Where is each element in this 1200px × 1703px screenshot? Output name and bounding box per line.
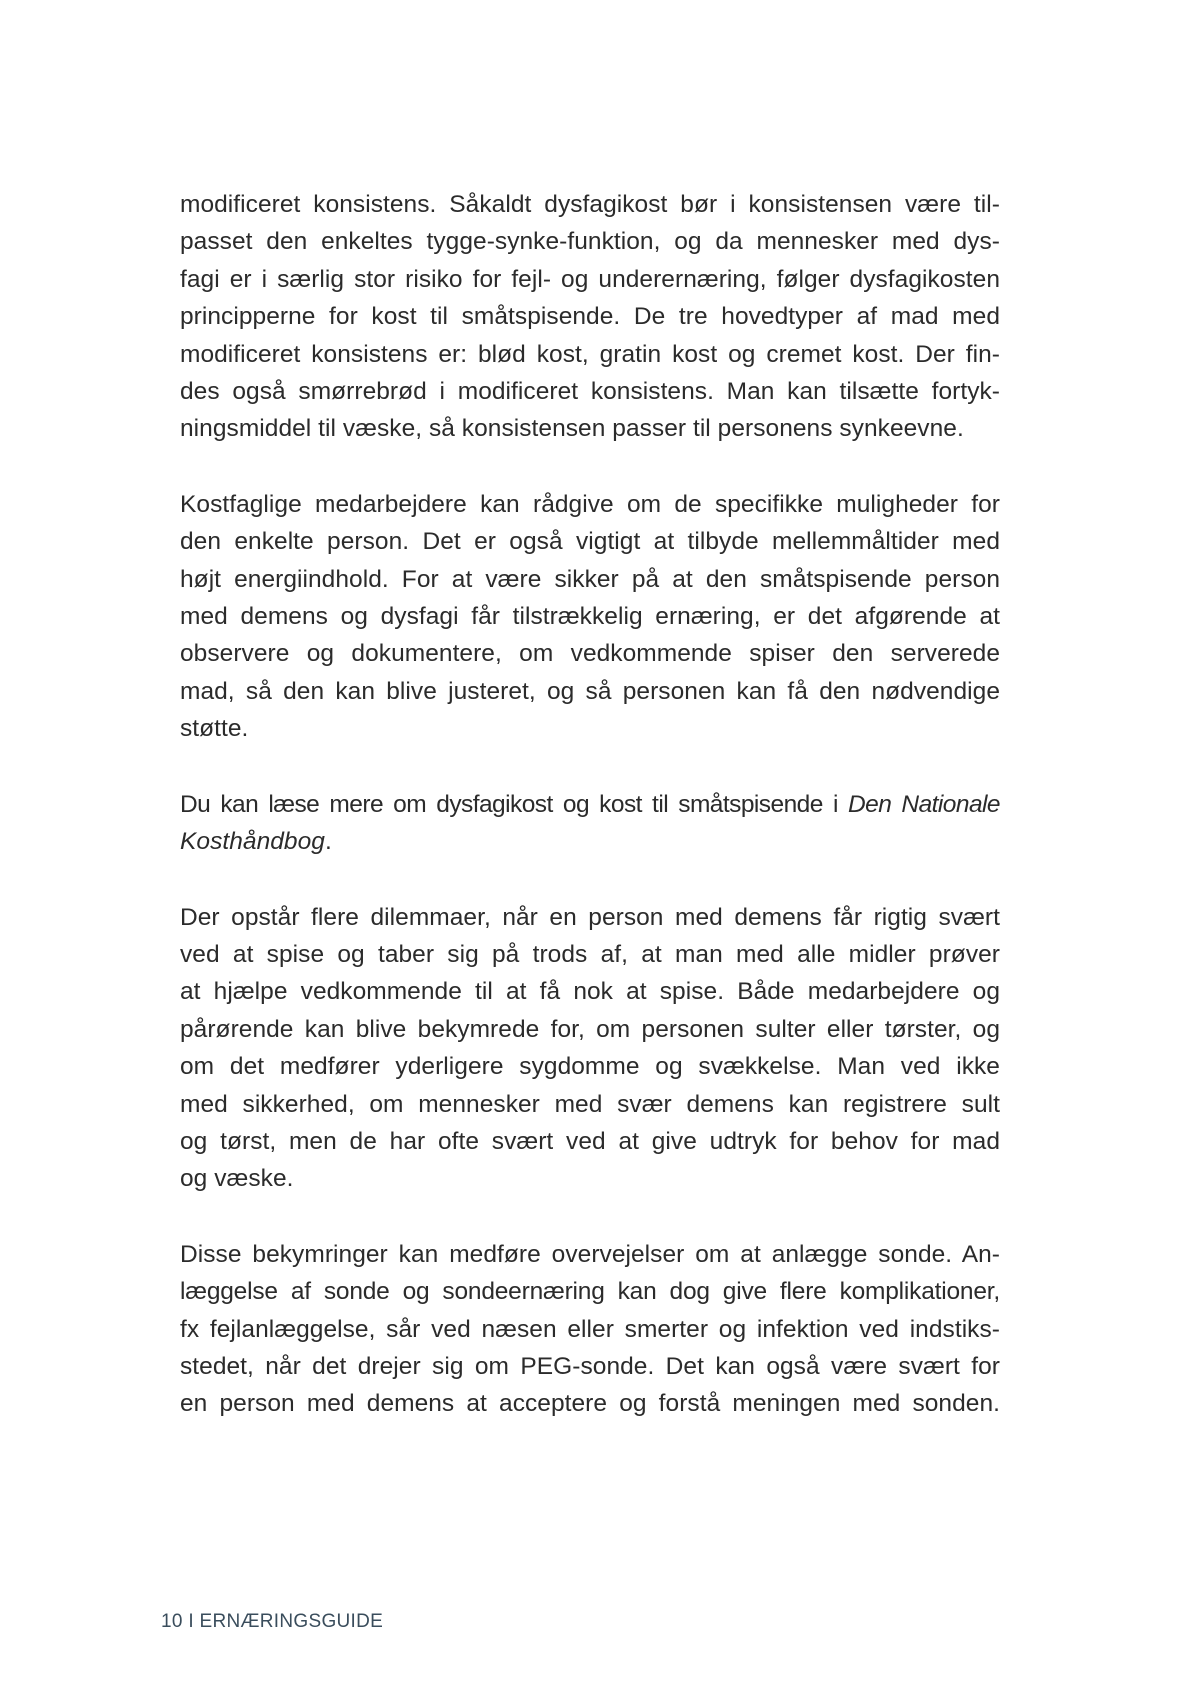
text-line: observere og dokumentere, om vedkommende spiser den serverede — [180, 640, 1000, 668]
text-line: læggelse af sonde og sondeernæring kan dog give flere komplikationer, — [180, 1278, 1000, 1306]
body-text — [180, 186, 1000, 1461]
text-line: modificeret konsistens. Såkaldt dysfagikost bør i konsistensen være til- — [180, 191, 1000, 218]
text-line: med demens og dysfagi får tilstrækkelig ernæring, er det afgørende at — [180, 603, 1000, 631]
text-line: Disse bekymringer kan medføre overvejelser om at anlægge sonde. An- — [180, 1240, 1000, 1268]
text-line: modificeret konsistens er: blød kost, gratin kost og cremet kost. Der fin- — [180, 340, 1000, 368]
text-line: en person med demens at acceptere og forstå meningen med sonden. — [180, 1390, 1000, 1418]
text-line: højt energiindhold. For at være sikker på at den småtspisende person — [180, 565, 1000, 593]
text-line: og væske. — [180, 1165, 294, 1193]
text-line: principperne for kost til småtspisende. De tre hovedtyper af mad med — [180, 303, 1000, 331]
page-footer: 10 I ERNÆRINGSGUIDE — [161, 1611, 384, 1632]
paragraph-reference — [180, 786, 1000, 861]
reference-text: Du kan læse mere om dysfagikost og kost til småtspisende i — [180, 790, 848, 818]
reference-title-part2: Kosthåndbog — [180, 828, 325, 856]
reference-title-part1: Den Nationale — [848, 790, 1001, 818]
text-line: om det medfører yderligere sygdomme og svækkelse. Man ved ikke — [180, 1053, 1000, 1081]
text-line: med sikkerhed, om mennesker med svær demens kan registrere sult — [180, 1090, 1000, 1118]
text-line: fagi er i særlig stor risiko for fejl- og underernæring, følger dysfagikosten — [180, 265, 1000, 293]
text-line: ved at spise og taber sig på trods af, at man med alle midler prøver — [180, 940, 1000, 968]
text-line: og tørst, men de har ofte svært ved at give udtryk for behov for mad — [180, 1127, 1000, 1155]
text-line: Kostfaglige medarbejdere kan rådgive om de specifikke muligheder for — [180, 490, 1000, 518]
reference-period: . — [324, 828, 332, 856]
text-line — [180, 823, 1000, 860]
text-line: passet den enkeltes tygge-synke-funktion, og da mennesker med dys- — [180, 228, 1000, 256]
text-line: des også smørrebrød i modificeret konsistens. Man kan tilsætte fortyk- — [180, 378, 1000, 406]
text-line: mad, så den kan blive justeret, og så personen kan få den nødvendige — [180, 677, 1000, 705]
text-line: ningsmiddel til væske, så konsistensen passer til personens synkeevne. — [180, 415, 964, 443]
text-line: den enkelte person. Det er også vigtigt at tilbyde mellemmåltider med — [180, 528, 1000, 556]
text-line: stedet, når det drejer sig om PEG-sonde. Det kan også være svært for — [180, 1352, 1000, 1380]
paragraph-sonde — [180, 1236, 1000, 1423]
paragraph-dysfagikost — [180, 186, 1000, 448]
text-line — [180, 786, 1000, 823]
text-line: pårørende kan blive bekymrede for, om personen sulter eller tørster, og — [180, 1015, 1000, 1043]
paragraph-dilemmaer — [180, 899, 1000, 1198]
text-line: Der opstår flere dilemmaer, når en person med demens får rigtig svært — [180, 903, 1000, 931]
text-line: at hjælpe vedkommende til at få nok at spise. Både medarbejdere og — [180, 978, 1000, 1006]
text-line: fx fejlanlæggelse, sår ved næsen eller smerter og infektion ved indstiks- — [180, 1315, 1000, 1343]
paragraph-kostfaglige — [180, 486, 1000, 748]
text-line: støtte. — [180, 715, 249, 743]
